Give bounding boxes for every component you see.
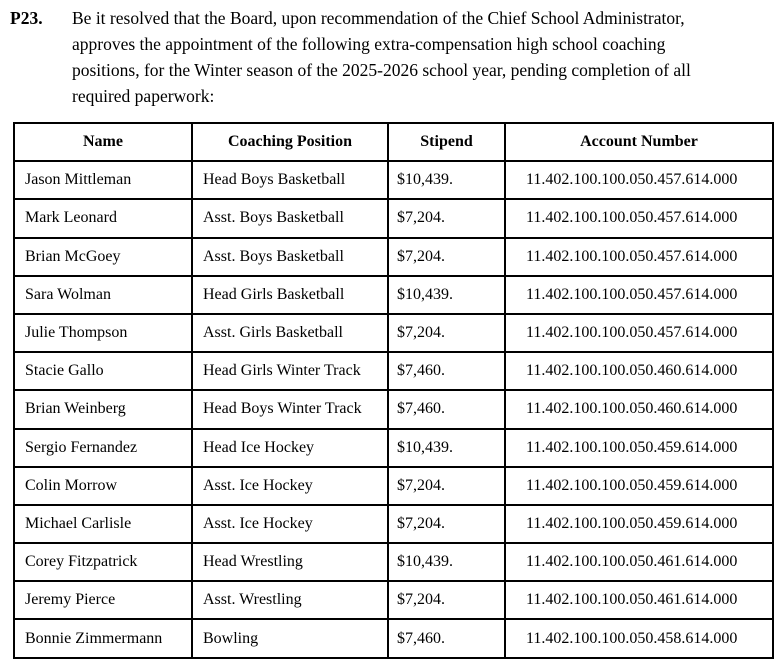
cell-stipend: $7,204. — [388, 581, 505, 619]
cell-account: 11.402.100.100.050.459.614.000 — [505, 505, 773, 543]
cell-position: Head Girls Winter Track — [192, 352, 388, 390]
cell-account: 11.402.100.100.050.460.614.000 — [505, 390, 773, 428]
cell-name: Stacie Gallo — [14, 352, 192, 390]
cell-account: 11.402.100.100.050.457.614.000 — [505, 238, 773, 276]
cell-account: 11.402.100.100.050.461.614.000 — [505, 581, 773, 619]
cell-account: 11.402.100.100.050.457.614.000 — [505, 276, 773, 314]
table-row — [14, 161, 773, 199]
table-header-row — [14, 123, 773, 161]
cell-name: Sara Wolman — [14, 276, 192, 314]
cell-name: Jason Mittleman — [14, 161, 192, 199]
cell-account: 11.402.100.100.050.457.614.000 — [505, 199, 773, 237]
table-row — [14, 314, 773, 352]
table-row — [14, 619, 773, 657]
cell-position: Asst. Boys Basketball — [192, 238, 388, 276]
cell-stipend: $7,204. — [388, 314, 505, 352]
cell-stipend: $7,460. — [388, 352, 505, 390]
cell-stipend: $10,439. — [388, 276, 505, 314]
cell-position: Head Wrestling — [192, 543, 388, 581]
cell-name: Jeremy Pierce — [14, 581, 192, 619]
table-row — [14, 199, 773, 237]
cell-stipend: $10,439. — [388, 161, 505, 199]
cell-stipend: $10,439. — [388, 429, 505, 467]
cell-stipend: $7,204. — [388, 505, 505, 543]
cell-position: Asst. Wrestling — [192, 581, 388, 619]
table-row — [14, 543, 773, 581]
column-header-name: Name — [14, 123, 192, 161]
table-row — [14, 352, 773, 390]
resolution-text: Be it resolved that the Board, upon recommendation of the Chief School Administrator, approves the appointment of the following extra-compensation high school coaching positions, for the Winter season of the 2025-2026 school year, pending completion of all required paperwork: — [72, 8, 691, 106]
cell-account: 11.402.100.100.050.461.614.000 — [505, 543, 773, 581]
column-header-account: Account Number — [505, 123, 773, 161]
table-body — [14, 161, 773, 657]
cell-name: Bonnie Zimmermann — [14, 619, 192, 657]
table-row — [14, 429, 773, 467]
cell-stipend: $7,460. — [388, 390, 505, 428]
cell-name: Colin Morrow — [14, 467, 192, 505]
table-row — [14, 581, 773, 619]
resolution-item — [10, 5, 783, 109]
cell-position: Asst. Girls Basketball — [192, 314, 388, 352]
coaching-appointments-table — [13, 122, 774, 659]
cell-position: Bowling — [192, 619, 388, 657]
cell-stipend: $7,204. — [388, 199, 505, 237]
cell-name: Sergio Fernandez — [14, 429, 192, 467]
cell-account: 11.402.100.100.050.459.614.000 — [505, 429, 773, 467]
cell-name: Brian Weinberg — [14, 390, 192, 428]
table-row — [14, 390, 773, 428]
cell-position: Asst. Ice Hockey — [192, 505, 388, 543]
cell-position: Head Boys Basketball — [192, 161, 388, 199]
cell-stipend: $7,204. — [388, 467, 505, 505]
resolution-number: P23. — [10, 8, 43, 28]
table-row — [14, 467, 773, 505]
cell-account: 11.402.100.100.050.457.614.000 — [505, 161, 773, 199]
cell-position: Head Girls Basketball — [192, 276, 388, 314]
cell-account: 11.402.100.100.050.460.614.000 — [505, 352, 773, 390]
table-row — [14, 276, 773, 314]
cell-position: Asst. Ice Hockey — [192, 467, 388, 505]
table-row — [14, 505, 773, 543]
cell-account: 11.402.100.100.050.457.614.000 — [505, 314, 773, 352]
cell-stipend: $10,439. — [388, 543, 505, 581]
cell-name: Corey Fitzpatrick — [14, 543, 192, 581]
cell-stipend: $7,204. — [388, 238, 505, 276]
cell-name: Brian McGoey — [14, 238, 192, 276]
cell-name: Michael Carlisle — [14, 505, 192, 543]
table-row — [14, 238, 773, 276]
cell-position: Asst. Boys Basketball — [192, 199, 388, 237]
cell-name: Julie Thompson — [14, 314, 192, 352]
cell-account: 11.402.100.100.050.458.614.000 — [505, 619, 773, 657]
cell-position: Head Ice Hockey — [192, 429, 388, 467]
cell-account: 11.402.100.100.050.459.614.000 — [505, 467, 773, 505]
cell-name: Mark Leonard — [14, 199, 192, 237]
column-header-stipend: Stipend — [388, 123, 505, 161]
column-header-position: Coaching Position — [192, 123, 388, 161]
cell-position: Head Boys Winter Track — [192, 390, 388, 428]
cell-stipend: $7,460. — [388, 619, 505, 657]
